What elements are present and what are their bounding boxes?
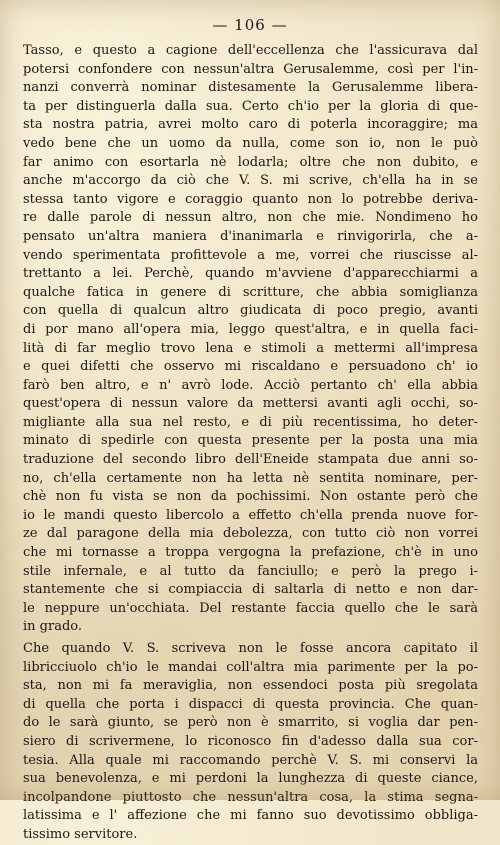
paragraph <box>23 42 478 637</box>
page-number: — 106 — <box>212 16 288 34</box>
text-line: quest'opera di nessun valore da mettersi avanti agli occhi, so- <box>23 396 478 412</box>
text-line: di por mano all'opera mia, leggo quest'altra, e in quella faci- <box>23 321 478 337</box>
text-line: farò ben altro, e n' avrò lode. Acciò pertanto ch' ella abbia <box>23 377 478 393</box>
text-line: latissima e l' affezione che mi fanno suo devotissimo obbliga- <box>23 808 478 824</box>
text-line: vendo sperimentata profittevole a me, vorrei che riuscisse al- <box>23 247 478 263</box>
text-line: sta, non mi fa meraviglia, non essendoci posta più sregolata <box>23 678 478 694</box>
text-line: tissimo servitore. <box>23 826 138 842</box>
body-text <box>23 42 478 845</box>
text-line: tesia. Alla quale mi raccomando perchè V. S. mi conservi la <box>23 752 478 768</box>
text-line: libricciuolo ch'io le mandai coll'altra mia parimente per la po- <box>23 659 478 675</box>
text-line: vedo bene che un uomo da nulla, come son io, non le può <box>23 135 478 151</box>
text-line: migliante alla sua nel resto, e di più recentissima, ho deter- <box>23 414 478 430</box>
text-line: sta nostra patria, avrei molto caro di poterla incoraggire; ma <box>23 117 478 133</box>
text-line: le neppure un'occhiata. Del restante faccia quello che le sarà <box>23 600 478 616</box>
text-line: lità di far meglio trovo lena e stimoli a mettermi all'impresa <box>23 340 478 356</box>
text-line: stessa tanto vigore e coraggio quanto non lo potrebbe deriva- <box>23 191 478 207</box>
text-line: stile infernale, e al tutto da fanciullo; e però la prego i- <box>23 563 478 579</box>
text-line: traduzione del secondo libro dell'Eneide stampata due anni so- <box>23 452 478 468</box>
text-line: con quella di qualcun altro giudicata di poco pregio, avanti <box>23 303 478 319</box>
paragraph <box>23 640 478 845</box>
text-line: nanzi converrà nominar distesamente la Gerusalemme libera- <box>23 80 478 96</box>
text-line: minato di spedirle con questa presente per la posta una mia <box>23 433 478 449</box>
text-line: sua benevolenza, e mi perdoni la lunghezza di queste ciance, <box>23 771 478 787</box>
text-line: do le sarà giunto, se però non è smarrito, si voglia dar pen- <box>23 715 478 731</box>
text-line: in grado. <box>23 619 83 635</box>
text-line: potersi confondere con nessun'altra Gerusalemme, così per l'in- <box>23 61 478 77</box>
text-line: anche m'accorgo da ciò che V. S. mi scrive, ch'ella ha in se <box>23 173 478 189</box>
text-line: ta per distinguerla dalla sua. Certo ch'io per la gloria di que- <box>23 98 478 114</box>
text-line: di quella che porta i dispacci di questa provincia. Che quan- <box>23 696 478 712</box>
text-line: no, ch'ella certamente non ha letta nè sentita nominare, per- <box>23 470 478 486</box>
text-line: Che quando V. S. scriveva non le fosse ancora capitato il <box>23 641 478 656</box>
text-line: ze dal paragone della mia debolezza, con tutto ciò non vorrei <box>23 526 478 542</box>
text-line: far animo con esortarla nè lodarla; oltre che non dubito, e <box>23 154 478 170</box>
text-line: che mi tornasse a troppa vergogna la prefazione, ch'è in uno <box>23 545 478 561</box>
text-line: siero di scrivermene, lo riconosco fin d'adesso dalla sua cor- <box>23 733 478 749</box>
text-line: trettanto a lei. Perchè, quando m'avviene d'apparecchiarmi a <box>23 266 478 282</box>
text-line: pensato un'altra maniera d'inanimarla e rinvigorirla, che a- <box>23 228 478 244</box>
text-line: qualche fatica in genere di scritture, che abbia somiglianza <box>23 284 478 300</box>
text-line: incolpandone piuttosto che nessun'altra cosa, la stima segna- <box>23 789 478 805</box>
text-line: stantemente che si compiaccia di saltarla di netto e non dar- <box>23 582 478 598</box>
text-line: Tasso, e questo a cagione dell'eccellenza che l'assicurava dal <box>23 43 478 58</box>
text-line: e quei difetti che osservo mi riscaldano e persuadono ch' io <box>23 359 478 375</box>
text-line: chè non fu vista se non da pochissimi. Non ostante però che <box>23 489 478 505</box>
text-line: re dalle parole di nessun altro, non che mie. Nondimeno ho <box>23 210 478 226</box>
text-line: io le mandi questo libercolo a effetto ch'ella prenda nuove for- <box>23 507 478 523</box>
